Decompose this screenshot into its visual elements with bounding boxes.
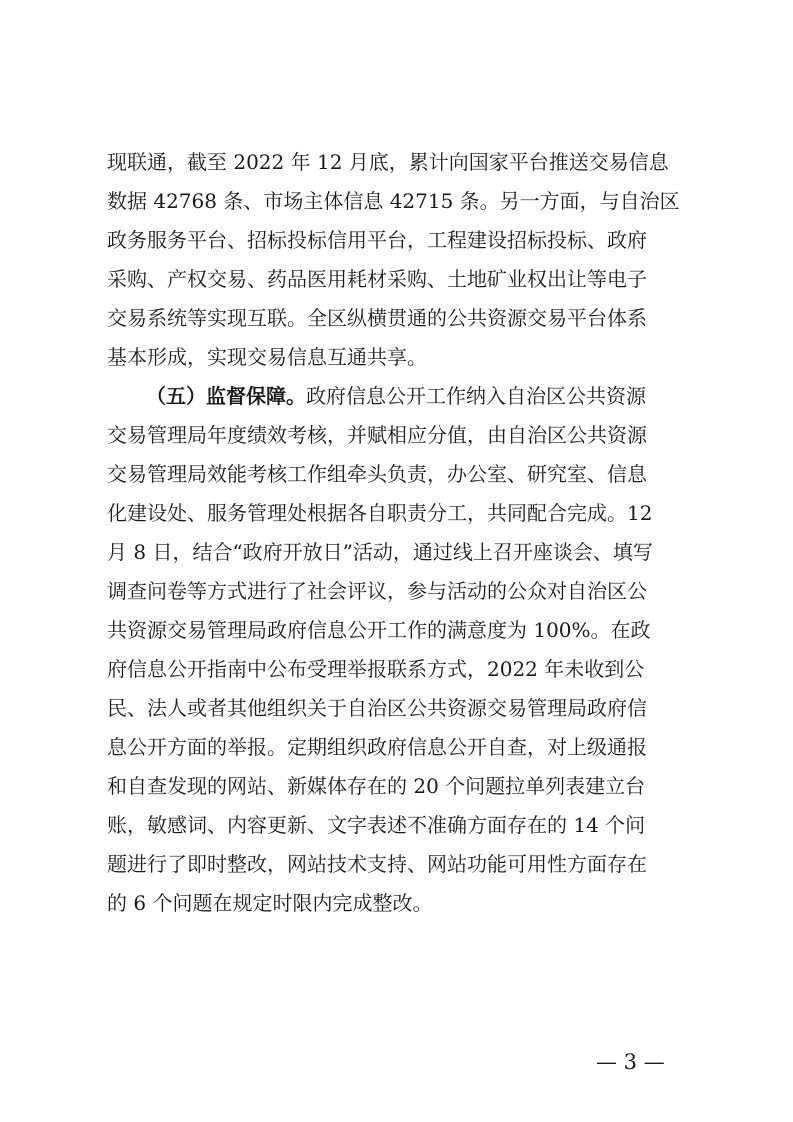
paragraph-line: 政务服务平台、招标投标信用平台，工程建设招标投标、政府 [107, 228, 647, 252]
paragraph-line: 和自查发现的网站、新媒体存在的 20 个问题拉单列表建立台 [107, 774, 646, 798]
paragraph-line: 交易系统等实现互联。全区纵横贯通的公共资源交易平台体系 [107, 306, 647, 330]
paragraph-line: 数据 42768 条、市场主体信息 42715 条。另一方面，与自治区 [107, 189, 680, 213]
paragraph-line: 基本形成，实现交易信息互通共享。 [107, 345, 427, 369]
paragraph-line: 题进行了即时整改，网站技术支持、网站功能可用性方面存在 [107, 852, 647, 876]
paragraph-line: 月 8 日，结合“政府开放日”活动，通过线上召开座谈会、填写 [107, 540, 653, 564]
paragraph-line: 化建设处、服务管理处根据各自职责分工，共同配合完成。12 [107, 501, 653, 525]
section-heading: （五）监督保障。 [146, 384, 306, 408]
paragraph-line: 交易管理局年度绩效考核，并赋相应分值，由自治区公共资源 [107, 423, 647, 447]
paragraph-line: 调查问卷等方式进行了社会评议，参与活动的公众对自治区公 [107, 579, 647, 603]
paragraph-text-run: 政府信息公开工作纳入自治区公共资源 [306, 384, 646, 408]
paragraph-line: 府信息公开指南中公布受理举报联系方式，2022 年未收到公 [107, 657, 645, 681]
paragraph-line: 现联通，截至 2022 年 12 月底，累计向国家平台推送交易信息 [107, 150, 669, 174]
paragraph-line: 采购、产权交易、药品医用耗材采购、土地矿业权出让等电子 [107, 267, 647, 291]
paragraph-line: 交易管理局效能考核工作组牵头负责，办公室、研究室、信息 [107, 462, 647, 486]
paragraph-line: 的 6 个问题在规定时限内完成整改。 [107, 891, 433, 915]
page-number: — 3 — [596, 1050, 665, 1074]
paragraph-first-line [146, 383, 685, 409]
paragraph-line: 息公开方面的举报。定期组织政府信息公开自查，对上级通报 [107, 735, 647, 759]
paragraph-line: 民、法人或者其他组织关于自治区公共资源交易管理局政府信 [107, 696, 647, 720]
paragraph-line: 账，敏感词、内容更新、文字表述不准确方面存在的 14 个问 [107, 813, 646, 837]
paragraph-line: 共资源交易管理局政府信息公开工作的满意度为 100%。在政 [107, 618, 651, 642]
